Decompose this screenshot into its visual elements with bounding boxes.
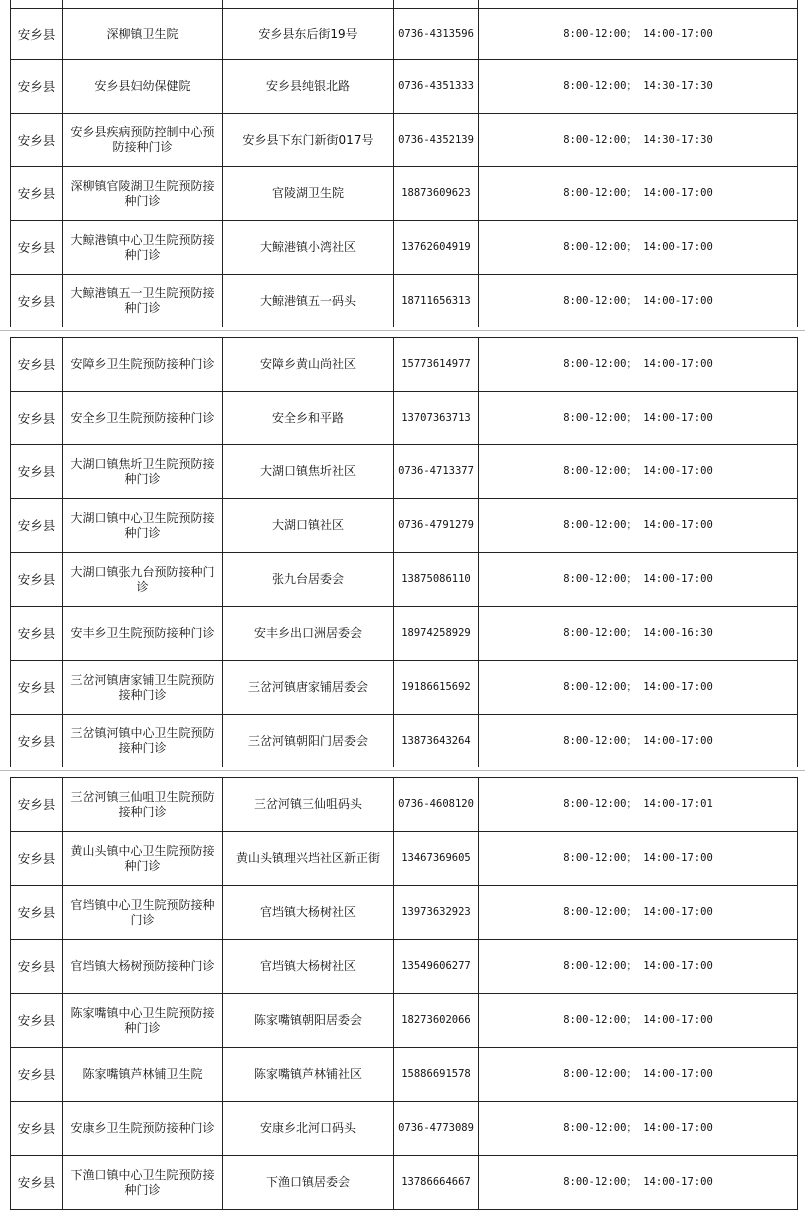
hours-cell: 8:00-12:00； 14:00-17:00 (479, 940, 798, 994)
phone-cell: 13875086110 (394, 553, 479, 607)
hours-cell: 8:00-12:00； 14:00-17:00 (479, 392, 798, 445)
county-cell: 安乡县 (11, 940, 63, 994)
address-cell: 陈家嘴镇朝阳居委会 (223, 994, 394, 1048)
hours-cell: 8:00-12:00； 14:00-17:00 (479, 499, 798, 553)
clinic-table-2 (10, 337, 798, 768)
phone-cell: 0736-4608120 (394, 778, 479, 832)
phone-cell: 13467369605 (394, 832, 479, 886)
hours-cell: 8:00-12:00； 14:00-17:00 (479, 445, 798, 499)
table-row (11, 275, 798, 328)
clinic-name-cell: 深柳镇卫生院 (63, 9, 223, 60)
clinic-name-cell: 下渔口镇中心卫生院预防接种门诊 (63, 1156, 223, 1210)
address-cell: 陈家嘴镇芦林铺社区 (223, 1048, 394, 1102)
address-cell: 官陵湖卫生院 (223, 167, 394, 221)
address-cell: 大湖口镇社区 (223, 499, 394, 553)
clinic-name-cell: 黄山头镇中心卫生院预防接种门诊 (63, 832, 223, 886)
clinic-table-3 (10, 777, 798, 1210)
hours-cell: 8:00-12:00； 14:00-16:30 (479, 607, 798, 661)
table-row (11, 167, 798, 221)
table-row (11, 1156, 798, 1210)
county-cell: 安乡县 (11, 1102, 63, 1156)
hours-cell: 8:00-12:00； 14:00-17:00 (479, 1156, 798, 1210)
address-cell: 安全乡和平路 (223, 392, 394, 445)
hours-cell: 8:00-12:00； 14:00-17:00 (479, 275, 798, 328)
clinic-name-cell: 安全乡卫生院预防接种门诊 (63, 392, 223, 445)
address-cell: 大湖口镇焦圻社区 (223, 445, 394, 499)
address-cell: 安乡县纯银北路 (223, 60, 394, 114)
page-break (0, 767, 805, 775)
clinic-name-cell: 大湖口镇张九台预防接种门诊 (63, 553, 223, 607)
phone-cell: 18974258929 (394, 607, 479, 661)
clinic-name-cell: 安丰乡卫生院预防接种门诊 (63, 607, 223, 661)
table-row (11, 221, 798, 275)
county-cell: 安乡县 (11, 445, 63, 499)
address-cell: 安康乡北河口码头 (223, 1102, 394, 1156)
address-cell: 三岔河镇朝阳门居委会 (223, 715, 394, 768)
clinic-name-cell: 安乡县妇幼保健院 (63, 60, 223, 114)
table-block-3 (10, 777, 797, 1210)
hours-cell: 8:00-12:00； 14:00-17:00 (479, 886, 798, 940)
county-cell: 安乡县 (11, 886, 63, 940)
table-row (11, 607, 798, 661)
table-row (11, 1048, 798, 1102)
county-cell: 安乡县 (11, 392, 63, 445)
table-row (11, 715, 798, 768)
address-cell: 安乡县下东门新街017号 (223, 114, 394, 167)
county-cell: 安乡县 (11, 167, 63, 221)
phone-cell: 15773614977 (394, 338, 479, 392)
phone-cell: 13762604919 (394, 221, 479, 275)
address-cell: 黄山头镇理兴垱社区新正街 (223, 832, 394, 886)
address-cell: 官垱镇大杨树社区 (223, 886, 394, 940)
county-cell: 安乡县 (11, 994, 63, 1048)
clinic-name-cell: 三岔河镇唐家铺卫生院预防接种门诊 (63, 661, 223, 715)
county-cell: 安乡县 (11, 114, 63, 167)
phone-cell: 19186615692 (394, 661, 479, 715)
address-cell: 安乡县东后街19号 (223, 9, 394, 60)
address-cell: 张九台居委会 (223, 553, 394, 607)
phone-cell: 18711656313 (394, 275, 479, 328)
hours-cell: 8:00-12:00； 14:30-17:30 (479, 114, 798, 167)
clinic-name-cell: 安康乡卫生院预防接种门诊 (63, 1102, 223, 1156)
table-row (11, 114, 798, 167)
clinic-name-cell: 陈家嘴镇芦林铺卫生院 (63, 1048, 223, 1102)
hours-cell: 8:00-12:00； 14:00-17:00 (479, 338, 798, 392)
page-break-line (0, 330, 805, 331)
table-row (11, 994, 798, 1048)
hours-cell: 8:00-12:00； 14:00-17:00 (479, 661, 798, 715)
table-row (11, 445, 798, 499)
phone-cell: 13973632923 (394, 886, 479, 940)
address-cell: 三岔河镇唐家铺居委会 (223, 661, 394, 715)
table-row (11, 661, 798, 715)
phone-cell: 13549606277 (394, 940, 479, 994)
clinic-name-cell: 官垱镇大杨树预防接种门诊 (63, 940, 223, 994)
table-row (11, 60, 798, 114)
table-block-1 (10, 0, 797, 328)
clinic-name-cell: 三岔河镇三仙咀卫生院预防接种门诊 (63, 778, 223, 832)
county-cell: 安乡县 (11, 1048, 63, 1102)
table-row (11, 778, 798, 832)
table-row (11, 9, 798, 60)
county-cell: 安乡县 (11, 275, 63, 328)
table-row (11, 886, 798, 940)
phone-cell: 0736-4352139 (394, 114, 479, 167)
phone-cell: 13707363713 (394, 392, 479, 445)
address-cell: 安丰乡出口洲居委会 (223, 607, 394, 661)
address-cell: 大鲸港镇五一码头 (223, 275, 394, 328)
hours-cell: 8:00-12:00； 14:30-17:30 (479, 60, 798, 114)
address-cell: 大鲸港镇小湾社区 (223, 221, 394, 275)
hours-cell: 8:00-12:00； 14:00-17:00 (479, 994, 798, 1048)
table-block-2 (10, 337, 797, 768)
clinic-name-cell: 三岔镇河镇中心卫生院预防接种门诊 (63, 715, 223, 768)
clinic-name-cell: 陈家嘴镇中心卫生院预防接种门诊 (63, 994, 223, 1048)
table-row (11, 940, 798, 994)
clinic-name-cell: 官垱镇中心卫生院预防接种门诊 (63, 886, 223, 940)
county-cell: 安乡县 (11, 661, 63, 715)
county-cell: 安乡县 (11, 9, 63, 60)
table-row (11, 499, 798, 553)
hours-cell: 8:00-12:00； 14:00-17:00 (479, 1048, 798, 1102)
hours-cell: 8:00-12:00； 14:00-17:00 (479, 553, 798, 607)
address-cell: 官垱镇大杨树社区 (223, 940, 394, 994)
hours-cell: 8:00-12:00； 14:00-17:00 (479, 9, 798, 60)
clinic-table-1 (10, 0, 798, 328)
hours-cell: 8:00-12:00； 14:00-17:00 (479, 1102, 798, 1156)
table-row (11, 553, 798, 607)
county-cell: 安乡县 (11, 499, 63, 553)
address-cell: 下渔口镇居委会 (223, 1156, 394, 1210)
address-cell: 安障乡黄山尚社区 (223, 338, 394, 392)
phone-cell: 13786664667 (394, 1156, 479, 1210)
county-cell: 安乡县 (11, 553, 63, 607)
phone-cell: 0736-4773089 (394, 1102, 479, 1156)
county-cell: 安乡县 (11, 1156, 63, 1210)
clinic-name-cell: 大湖口镇焦圻卫生院预防接种门诊 (63, 445, 223, 499)
county-cell: 安乡县 (11, 221, 63, 275)
address-cell: 三岔河镇三仙咀码头 (223, 778, 394, 832)
phone-cell: 18273602066 (394, 994, 479, 1048)
phone-cell: 0736-4351333 (394, 60, 479, 114)
phone-cell: 18873609623 (394, 167, 479, 221)
clinic-name-cell: 大鲸港镇中心卫生院预防接种门诊 (63, 221, 223, 275)
table-row (11, 832, 798, 886)
page-break (0, 327, 805, 335)
clinic-name-cell: 大湖口镇中心卫生院预防接种门诊 (63, 499, 223, 553)
hours-cell: 8:00-12:00； 14:00-17:00 (479, 221, 798, 275)
phone-cell: 0736-4313596 (394, 9, 479, 60)
hours-cell: 8:00-12:00； 14:00-17:00 (479, 715, 798, 768)
phone-cell: 0736-4713377 (394, 445, 479, 499)
county-cell: 安乡县 (11, 607, 63, 661)
table-row-top-fragment (11, 0, 798, 9)
table-row (11, 392, 798, 445)
page-break-line (0, 770, 805, 771)
phone-cell: 15886691578 (394, 1048, 479, 1102)
county-cell: 安乡县 (11, 832, 63, 886)
hours-cell: 8:00-12:00； 14:00-17:00 (479, 167, 798, 221)
table-row (11, 338, 798, 392)
clinic-name-cell: 安障乡卫生院预防接种门诊 (63, 338, 223, 392)
county-cell: 安乡县 (11, 778, 63, 832)
clinic-name-cell: 大鲸港镇五一卫生院预防接种门诊 (63, 275, 223, 328)
county-cell: 安乡县 (11, 338, 63, 392)
hours-cell: 8:00-12:00； 14:00-17:00 (479, 832, 798, 886)
phone-cell: 13873643264 (394, 715, 479, 768)
table-row (11, 1102, 798, 1156)
clinic-name-cell: 安乡县疾病预防控制中心预防接种门诊 (63, 114, 223, 167)
county-cell: 安乡县 (11, 60, 63, 114)
phone-cell: 0736-4791279 (394, 499, 479, 553)
county-cell: 安乡县 (11, 715, 63, 768)
hours-cell: 8:00-12:00； 14:00-17:01 (479, 778, 798, 832)
clinic-name-cell: 深柳镇官陵湖卫生院预防接种门诊 (63, 167, 223, 221)
